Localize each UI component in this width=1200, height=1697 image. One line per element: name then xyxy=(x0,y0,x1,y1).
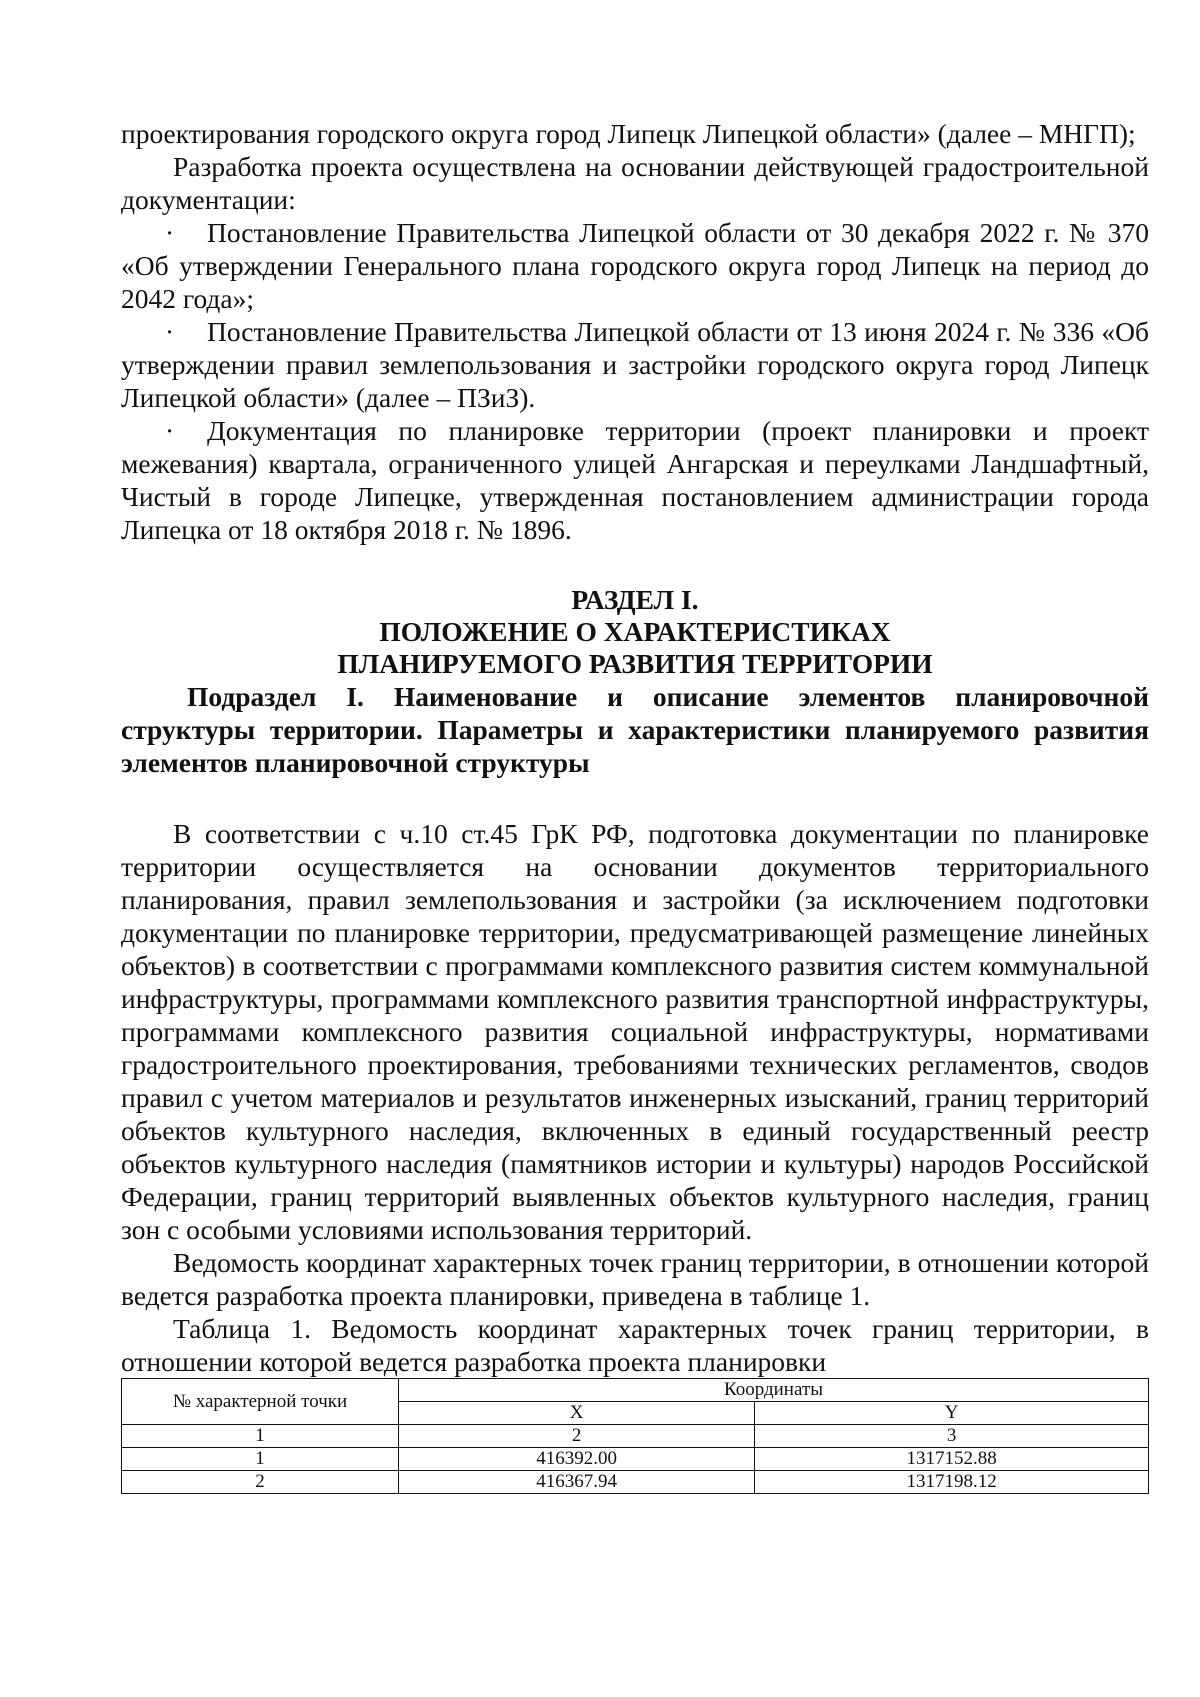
table-cell: 3 xyxy=(755,1425,1149,1448)
bullet-icon: · xyxy=(165,316,175,347)
table-row xyxy=(122,1448,1149,1471)
list-item-planning-docs xyxy=(121,414,1149,546)
table-cell-point: 1 xyxy=(122,1448,399,1471)
coordinates-table xyxy=(121,1378,1149,1494)
paragraph-coordinates-intro: Ведомость координат характерных точек границ территории, в отношении которой ведется разработка проекта планировки, приведена в таблице 1. xyxy=(121,1247,1149,1311)
section-title: РАЗДЕЛ I. xyxy=(571,584,699,615)
paragraph-mngp: проектирования городского округа город Липецк Липецкой области» (далее – МНГП); xyxy=(121,118,1136,149)
table-row xyxy=(122,1471,1149,1494)
paragraph-basis: Разработка проекта осуществлена на основании действующей градостроительной документации: xyxy=(121,151,1149,215)
table-cell-y: 1317152.88 xyxy=(755,1448,1149,1471)
list-item-text: Постановление Правительства Липецкой области от 30 декабря 2022 г. № 370 «Об утверждении Генерального плана городского округа город Липецк на период до 2042 года»; xyxy=(121,217,1149,314)
section-heading xyxy=(121,584,1149,680)
table-cell: 1 xyxy=(122,1425,399,1448)
table-header-point: № характерной точки xyxy=(122,1379,399,1425)
subsection-heading: Подраздел I. Наименование и описание элементов планировочной структуры территории. Параметры и характеристики планируемого развития элементов планировочной структуры xyxy=(121,681,1149,778)
table-numbering-row xyxy=(122,1425,1149,1448)
document-page xyxy=(121,117,1149,1494)
table-cell-y: 1317198.12 xyxy=(755,1471,1149,1494)
bullet-icon: · xyxy=(165,415,175,446)
table-header-coordinates: Координаты xyxy=(399,1379,1149,1402)
list-item-pziz xyxy=(121,315,1149,414)
table-cell-x: 416367.94 xyxy=(399,1471,755,1494)
paragraph-legal-basis: В соответствии с ч.10 ст.45 ГрК РФ, подготовка документации по планировке территории осуществляется на основании документов территориального планирования, правил землепользования и застройки (за исключением подготовки документации по планировке территории, предусматривающей размещение линейных объектов) в соответствии с программами комплексного развития систем коммунальной инфраструктуры, программами комплексного развития транспортной инфраструктуры, программами комплексного развития социальной инфраструктуры, нормативами градостроительного проектирования, требованиями технических регламентов, сводов правил с учетом материалов и результатов инженерных изысканий, границ территорий объектов культурного наследия, включенных в единый государственный реестр объектов культурного наследия (памятников истории и культуры) народов Российской Федерации, границ территорий выявленных объектов культурного наследия, границ зон с особыми условиями использования территорий. xyxy=(121,818,1149,1245)
table-cell-point: 2 xyxy=(122,1471,399,1494)
table-caption: Таблица 1. Ведомость координат характерных точек границ территории, в отношении которой ведется разработка проекта планировки xyxy=(121,1313,1149,1377)
table-header-y: Y xyxy=(755,1402,1149,1425)
bullet-icon: · xyxy=(165,217,175,248)
section-subtitle-line2: ПЛАНИРУЕМОГО РАЗВИТИЯ ТЕРРИТОРИИ xyxy=(337,648,933,679)
table-cell-x: 416392.00 xyxy=(399,1448,755,1471)
list-item-text: Документация по планировке территории (проект планировки и проект межевания) квартала, ограниченного улицей Ангарская и переулками Ландшафтный, Чистый в городе Липецке, утвержденная постановлением администрации города Липецка от 18 октября 2018 г. № 1896. xyxy=(121,415,1149,545)
list-item-text: Постановление Правительства Липецкой области от 13 июня 2024 г. № 336 «Об утверждении правил землепользования и застройки городского округа город Липецк Липецкой области» (далее – ПЗиЗ). xyxy=(121,316,1149,413)
section-subtitle-line1: ПОЛОЖЕНИЕ О ХАРАКТЕРИСТИКАХ xyxy=(379,616,891,647)
table-cell: 2 xyxy=(399,1425,755,1448)
list-item-general-plan xyxy=(121,216,1149,315)
table-header-x: X xyxy=(399,1402,755,1425)
